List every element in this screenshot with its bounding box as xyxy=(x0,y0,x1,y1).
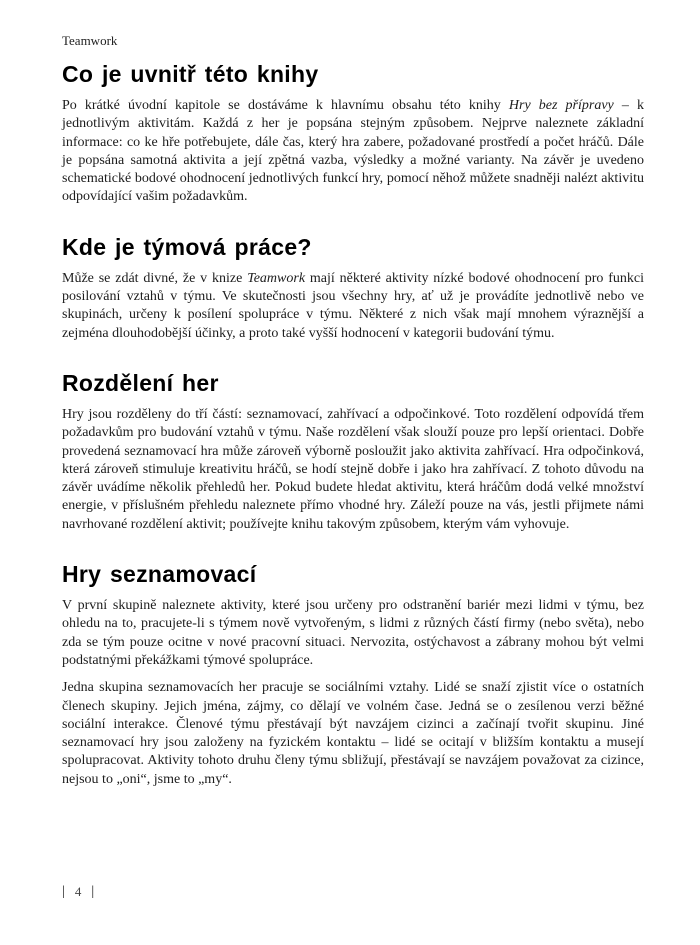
page-content xyxy=(62,0,644,798)
section-kde-je-tymova-prace xyxy=(62,234,644,343)
footer-bar-right: | xyxy=(91,884,95,899)
body-paragraph xyxy=(62,97,644,207)
section-co-je-uvnitr-teto-knihy xyxy=(62,61,644,207)
section-hry-seznamovaci xyxy=(62,561,644,789)
body-paragraph xyxy=(62,270,644,343)
section-heading: Co je uvnitř této knihy xyxy=(62,61,319,87)
section-heading: Kde je týmová práce? xyxy=(62,233,312,260)
paragraph-text: Po krátké úvodní kapitole se dostáváme k hlavnímu obsahu této knihy xyxy=(62,98,509,113)
book-title-italic: Hry bez přípravy xyxy=(508,98,614,113)
section-heading: Hry seznamovací xyxy=(62,561,257,588)
page-footer xyxy=(62,884,94,900)
page-number: 4 xyxy=(74,884,82,899)
paragraph-text: Může se zdát divné, že v knize xyxy=(62,270,248,286)
paragraph-text: mají některé aktivity nízké bodové ohodnocení pro funkci posilování vztahů v týmu. Ve skutečnosti jsou všechny hry, ať už je provádíte jednotlivě nebo ve skupinách, určeny k posílení spolupráce v týmu. Některé z nich však mají mnohem výraznější a zejména dlouhodobější účinky, a proto také vyšší hodnocení v kategorii budování týmu. xyxy=(62,270,644,341)
book-title-italic: Teamwork xyxy=(247,270,306,286)
body-paragraph: Hry jsou rozděleny do tří částí: seznamovací, zahřívací a odpočinkové. Toto rozdělení odpovídá třem požadavkům pro budování vztahů v týmu. Naše rozdělení však slouží pouze pro lepší orientaci. Dobře provedená seznamovací hra může zároveň výborně posloužit jako aktivita zahřívací. Hra odpočinková, která zároveň stimuluje kreativitu hráčů, se hodí stejně dobře i jako hra zahřívací. Z tohoto důvodu na závěr uvádíme několik přehledů her. Pokud budete hledat aktivitu, která hráčům dodá velké množství energie, v příslušném přehledu naleznete přímo vhodné hry. Záleží pouze na vás, jestli přijmete námi navrhované rozdělení aktivit; používejte knihu takovým způsobem, kterým vám vyhovuje. xyxy=(62,406,644,532)
section-rozdeleni-her xyxy=(62,370,644,534)
running-header: Teamwork xyxy=(62,33,118,48)
body-paragraph: Jedna skupina seznamovacích her pracuje se sociálními vztahy. Lidé se snaží zjistit více o ostatních členech skupiny. Jejich jména, zájmy, co dělají ve volném čase. Jedná se o zesílenou verzi běžné sociální interakce. Členové týmu přestávají být navzájem cizinci a začínají tvořit skupinu. Jiné seznamovací hry jsou založeny na fyzickém kontaktu – lidé se ocitají v bližším kontaktu a musejí spolupracovat. Aktivity tohoto druhu členy týmu sbližují, přestávají se navzájem považovat za cizince, nejsou to „oni“, jsme to „my“. xyxy=(62,680,644,787)
paragraph-text: – k jednotlivým aktivitám. Každá z her je popsána stejným způsobem. Nejprve naleznete základní informace: co ke hře potřebujete, dále čas, který hra zabere, požadované prostředí a počet hráčů. Dále je popsána samotná aktivita a její zpětná vazba, výsledky a možné varianty. Na závěr je uvedeno schematické bodové ohodnocení jednotlivých funkcí hry, pomocí něhož můžete snadněji nalézt aktivitu odpovídající vašim požadavkům. xyxy=(62,98,644,205)
footer-bar-left: | xyxy=(62,884,65,899)
section-heading: Rozdělení her xyxy=(62,369,219,396)
body-paragraph: V první skupině naleznete aktivity, které jsou určeny pro odstranění bariér mezi lidmi v týmu, bez ohledu na to, pracujete-li s týmem nově vytvořeným, s lidmi z různých částí firmy (nebo světa), nebo zda se tým pouze ocitne v nové pracovní situaci. Nervozita, ostýchavost a zábrany mohou být velmi podstatnými překážkami týmové spolupráce. xyxy=(62,598,644,668)
